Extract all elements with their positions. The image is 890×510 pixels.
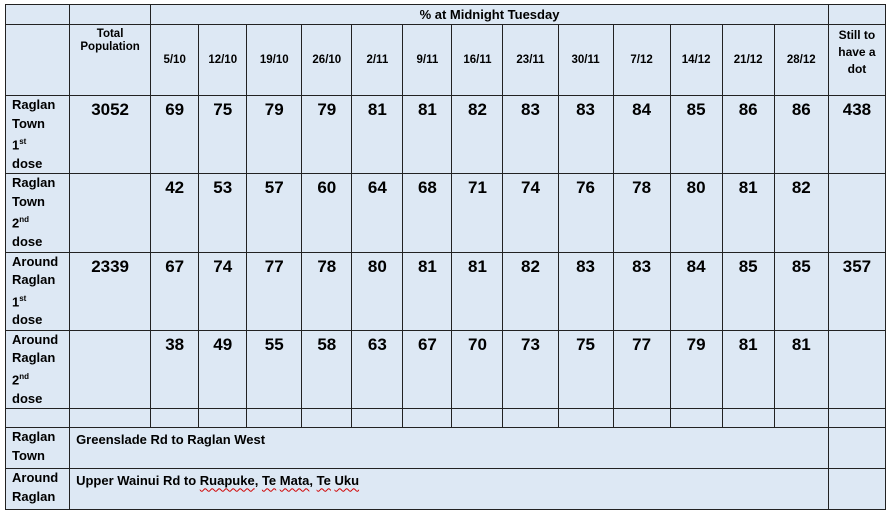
percent-cell: 86 (722, 96, 774, 174)
blank-cell (70, 409, 151, 428)
area-description-part: Te (261, 473, 277, 489)
date-header: 30/11 (558, 25, 613, 96)
area-blank-cell (828, 469, 885, 510)
percent-cell: 83 (503, 96, 558, 174)
row-label-line: 1 (12, 137, 20, 153)
percent-cell: 77 (613, 330, 670, 408)
still-cell: 438 (828, 96, 885, 174)
blank-cell (503, 409, 558, 428)
area-row (6, 469, 886, 510)
percent-cell: 42 (151, 174, 199, 252)
table-row (6, 252, 886, 330)
area-label (6, 428, 70, 469)
area-description (70, 469, 829, 510)
date-header: 19/10 (247, 25, 302, 96)
percent-cell: 81 (352, 96, 403, 174)
blank-cell (247, 409, 302, 428)
population-cell: 3052 (70, 96, 151, 174)
percent-cell: 78 (613, 174, 670, 252)
row-label-line: Raglan (12, 97, 56, 112)
total-population-header: Total Population (70, 25, 151, 96)
table-row (6, 330, 886, 408)
area-description-part: , (309, 473, 317, 489)
date-header: 26/10 (302, 25, 352, 96)
percent-cell: 74 (199, 252, 247, 330)
percent-cell: 82 (503, 252, 558, 330)
area-description-part: Mata (279, 473, 310, 489)
percent-cell: 76 (558, 174, 613, 252)
ordinal-suffix: nd (19, 215, 30, 225)
percent-cell: 57 (247, 174, 302, 252)
row-label-line: Town (12, 115, 45, 131)
percent-cell: 85 (722, 252, 774, 330)
still-cell (828, 330, 885, 408)
area-description-part: Upper Wainui Rd to (76, 473, 200, 489)
percent-cell: 49 (199, 330, 247, 408)
percent-cell: 80 (352, 252, 403, 330)
row-label (6, 330, 70, 408)
still-cell: 357 (828, 252, 885, 330)
percent-cell: 79 (302, 96, 352, 174)
percent-cell: 84 (670, 252, 722, 330)
percent-cell: 78 (302, 252, 352, 330)
table-body (6, 5, 886, 510)
population-cell (70, 174, 151, 252)
row-label-line: 1 (12, 293, 20, 309)
group-header: % at Midnight Tuesday (151, 5, 829, 25)
percent-cell: 77 (247, 252, 302, 330)
percent-cell: 67 (403, 330, 452, 408)
population-header-blank (70, 5, 151, 25)
percent-cell: 79 (670, 330, 722, 408)
blank-cell (558, 409, 613, 428)
row-label-line: Raglan (12, 175, 56, 191)
percent-cell: 85 (774, 252, 828, 330)
row-label (6, 96, 70, 174)
still-cell (828, 174, 885, 252)
blank-cell (452, 409, 503, 428)
area-description-part: , (254, 473, 262, 489)
percent-cell: 83 (558, 96, 613, 174)
blank-cell (774, 409, 828, 428)
date-header: 7/12 (613, 25, 670, 96)
date-header: 23/11 (503, 25, 558, 96)
percent-cell: 79 (247, 96, 302, 174)
row-label-line: dose (12, 155, 43, 171)
percent-cell: 81 (403, 252, 452, 330)
percent-cell: 80 (670, 174, 722, 252)
percent-cell: 58 (302, 330, 352, 408)
row-label (6, 174, 70, 252)
blank-row (6, 409, 886, 428)
percent-cell: 55 (247, 330, 302, 408)
blank-cell (722, 409, 774, 428)
area-label-line: Town (12, 447, 45, 463)
percent-cell: 81 (722, 174, 774, 252)
date-header: 5/10 (151, 25, 199, 96)
percent-cell: 81 (722, 330, 774, 408)
area-row (6, 428, 886, 469)
date-header: 2/11 (352, 25, 403, 96)
percent-cell: 68 (403, 174, 452, 252)
percent-cell: 85 (670, 96, 722, 174)
header-row-2 (6, 25, 886, 96)
blank-cell (828, 409, 885, 428)
percent-cell: 82 (452, 96, 503, 174)
row-label-line: Raglan (12, 350, 56, 366)
percent-cell: 60 (302, 174, 352, 252)
percent-cell: 64 (352, 174, 403, 252)
population-cell: 2339 (70, 252, 151, 330)
area-label-line: Raglan (12, 429, 56, 445)
percent-cell: 82 (774, 174, 828, 252)
area-label-line: Around (12, 470, 59, 486)
percent-cell: 67 (151, 252, 199, 330)
area-label (6, 469, 70, 510)
blank-cell (613, 409, 670, 428)
percent-cell: 83 (558, 252, 613, 330)
row-label-line: Town (12, 193, 45, 209)
percent-cell: 38 (151, 330, 199, 408)
row-label (6, 252, 70, 330)
row-label-line: Around (12, 331, 59, 347)
date-header: 14/12 (670, 25, 722, 96)
percent-cell: 81 (403, 96, 452, 174)
corner-cell-2 (6, 25, 70, 96)
percent-cell: 74 (503, 174, 558, 252)
date-header: 9/11 (403, 25, 452, 96)
date-header: 21/12 (722, 25, 774, 96)
corner-cell (6, 5, 70, 25)
area-label-line: Raglan (12, 488, 56, 504)
header-row-1 (6, 5, 886, 25)
blank-cell (302, 409, 352, 428)
percent-cell: 69 (151, 96, 199, 174)
percent-cell: 71 (452, 174, 503, 252)
row-label-line: dose (12, 234, 43, 250)
percent-cell: 81 (452, 252, 503, 330)
percent-cell: 53 (199, 174, 247, 252)
blank-cell (352, 409, 403, 428)
area-description: Greenslade Rd to Raglan West (70, 428, 829, 469)
area-description-part: Te (316, 473, 331, 489)
row-label-line: Around (12, 253, 59, 269)
area-description-part: Ruapuke (199, 473, 255, 489)
blank-cell (403, 409, 452, 428)
still-header: Still to have a dot (828, 25, 885, 96)
percent-cell: 63 (352, 330, 403, 408)
percent-cell: 81 (774, 330, 828, 408)
ordinal-suffix: st (19, 137, 27, 146)
percent-cell: 75 (558, 330, 613, 408)
ordinal-suffix: st (19, 293, 27, 303)
blank-cell (151, 409, 199, 428)
percent-cell: 84 (613, 96, 670, 174)
population-cell (70, 330, 151, 408)
row-label-line: dose (12, 390, 43, 406)
date-header: 16/11 (452, 25, 503, 96)
table-row (6, 174, 886, 252)
date-header: 12/10 (199, 25, 247, 96)
area-blank-cell (828, 428, 885, 469)
percent-cell: 70 (452, 330, 503, 408)
percent-cell: 75 (199, 96, 247, 174)
blank-cell (199, 409, 247, 428)
still-header-blank (828, 5, 885, 25)
row-label-line: Raglan (12, 272, 56, 288)
percent-cell: 83 (613, 252, 670, 330)
table-row (6, 96, 886, 174)
ordinal-suffix: nd (19, 371, 30, 381)
area-description-part: Uku (334, 473, 360, 489)
row-label-line: dose (12, 312, 43, 328)
blank-cell (670, 409, 722, 428)
percent-cell: 86 (774, 96, 828, 174)
vaccination-table (5, 4, 886, 510)
row-label-line: 2 (12, 372, 20, 388)
row-label-line: 2 (12, 215, 20, 231)
blank-cell (6, 409, 70, 428)
percent-cell: 73 (503, 330, 558, 408)
date-header: 28/12 (774, 25, 828, 96)
